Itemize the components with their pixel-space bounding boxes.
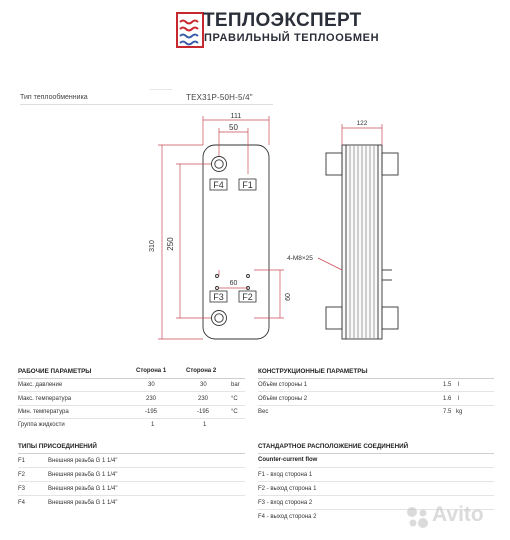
design-row-unit: l bbox=[458, 382, 460, 388]
standard-layout-title: СТАНДАРТНОЕ РАСПОЛОЖЕНИЕ СОЕДИНЕНИЙ bbox=[258, 443, 409, 450]
port-f3-circle bbox=[212, 311, 227, 326]
exchanger-type-value: TEX31P-50H-5/4" bbox=[186, 93, 253, 102]
design-row-label: Объём стороны 1 bbox=[258, 382, 308, 388]
port-f4-circle bbox=[212, 157, 227, 172]
dim-inner: 50 bbox=[229, 123, 238, 132]
layout-row: F4 - выход сторона 2 bbox=[258, 514, 317, 520]
work-params-title: РАБОЧИЕ ПАРАМЕТРЫ bbox=[18, 368, 92, 375]
dim-height: 310 bbox=[149, 240, 156, 252]
divider bbox=[258, 391, 494, 392]
connection-desc: Внешняя резьба G 1 1/4" bbox=[48, 472, 118, 478]
design-row-unit: l bbox=[458, 396, 460, 402]
connection-port: F3 bbox=[18, 486, 26, 492]
design-row-value: 1.5 bbox=[443, 382, 452, 388]
layout-row: F1 - вход сторона 1 bbox=[258, 472, 313, 478]
divider bbox=[18, 495, 245, 496]
work-row-label: Макс. давление bbox=[18, 382, 63, 388]
connection-desc: Внешняя резьба G 1 1/4" bbox=[48, 486, 118, 492]
stud-label: 4-M8×25 bbox=[287, 255, 313, 262]
connection-port: F1 bbox=[18, 458, 26, 464]
design-row-value: 1.6 bbox=[443, 396, 452, 402]
design-params-title: КОНСТРУКЦИОННЫЕ ПАРАМЕТРЫ bbox=[258, 368, 368, 375]
connection-desc: Внешняя резьба G 1 1/4" bbox=[48, 458, 118, 464]
dim-port-spacing: 250 bbox=[166, 237, 175, 251]
work-row-s2: 30 bbox=[200, 382, 207, 388]
divider bbox=[258, 453, 494, 454]
divider bbox=[18, 391, 245, 392]
work-row-unit: bar bbox=[231, 382, 240, 388]
connection-types-title: ТИПЫ ПРИСОЕДИНЕНИЙ bbox=[18, 443, 97, 450]
work-col-side1: Сторона 1 bbox=[136, 368, 167, 374]
brand-logo-icon bbox=[176, 12, 206, 52]
dim-width: 111 bbox=[230, 113, 242, 120]
design-row-label: Объём стороны 2 bbox=[258, 396, 308, 402]
port-label-f4: F4 bbox=[213, 180, 224, 190]
work-row-label: Макс. температура bbox=[18, 396, 72, 402]
divider bbox=[18, 405, 245, 406]
work-row-s1: 230 bbox=[146, 396, 157, 402]
divider bbox=[258, 378, 494, 379]
divider bbox=[18, 418, 245, 419]
divider bbox=[18, 481, 245, 482]
work-row-s1: 1 bbox=[151, 422, 155, 428]
work-row-unit: °C bbox=[231, 396, 238, 402]
flow-type: Counter-current flow bbox=[258, 457, 318, 463]
work-row-label: Мин. температура bbox=[18, 409, 69, 415]
brand-name: ТЕПЛОЭКСПЕРТ bbox=[203, 10, 362, 31]
design-row-unit: kg bbox=[456, 409, 463, 415]
divider bbox=[258, 467, 494, 468]
divider bbox=[258, 481, 494, 482]
plate-outline bbox=[203, 145, 269, 339]
work-row-s1: 30 bbox=[148, 382, 155, 388]
layout-row: F3 - вход сторона 2 bbox=[258, 500, 313, 506]
dim-side: 122 bbox=[356, 120, 368, 127]
connection-desc: Внешняя резьба G 1 1/4" bbox=[48, 500, 118, 506]
divider bbox=[20, 104, 273, 105]
connection-port: F4 bbox=[18, 500, 26, 506]
divider bbox=[258, 495, 494, 496]
design-row-label: Вес bbox=[258, 409, 269, 415]
work-row-s1: -195 bbox=[145, 409, 158, 415]
divider bbox=[18, 453, 245, 454]
work-col-side2: Сторона 2 bbox=[186, 368, 217, 374]
avito-watermark: Avito bbox=[432, 503, 484, 526]
dim-port-v: 60 bbox=[285, 293, 292, 301]
dim-port-h: 60 bbox=[229, 280, 238, 287]
work-row-label: Группа жидкости bbox=[18, 422, 65, 428]
brand-tagline: ПРАВИЛЬНЫЙ ТЕПЛООБМЕН bbox=[204, 32, 380, 44]
port-label-f3: F3 bbox=[213, 292, 224, 302]
port-label-f2: F2 bbox=[242, 292, 253, 302]
work-row-s2: 1 bbox=[203, 422, 207, 428]
divider bbox=[258, 405, 494, 406]
divider bbox=[18, 467, 245, 468]
layout-row: F2 - выход сторона 1 bbox=[258, 486, 317, 492]
technical-drawing bbox=[140, 108, 410, 348]
work-row-s2: -195 bbox=[197, 409, 210, 415]
connection-port: F2 bbox=[18, 472, 26, 478]
work-row-unit: °C bbox=[231, 409, 238, 415]
divider bbox=[18, 378, 245, 379]
divider bbox=[150, 89, 172, 90]
work-row-s2: 230 bbox=[198, 396, 209, 402]
port-label-f1: F1 bbox=[242, 180, 253, 190]
avito-logo-icon bbox=[404, 504, 430, 530]
exchanger-type-label: Тип теплообменника bbox=[20, 94, 88, 101]
design-row-value: 7.5 bbox=[443, 409, 452, 415]
